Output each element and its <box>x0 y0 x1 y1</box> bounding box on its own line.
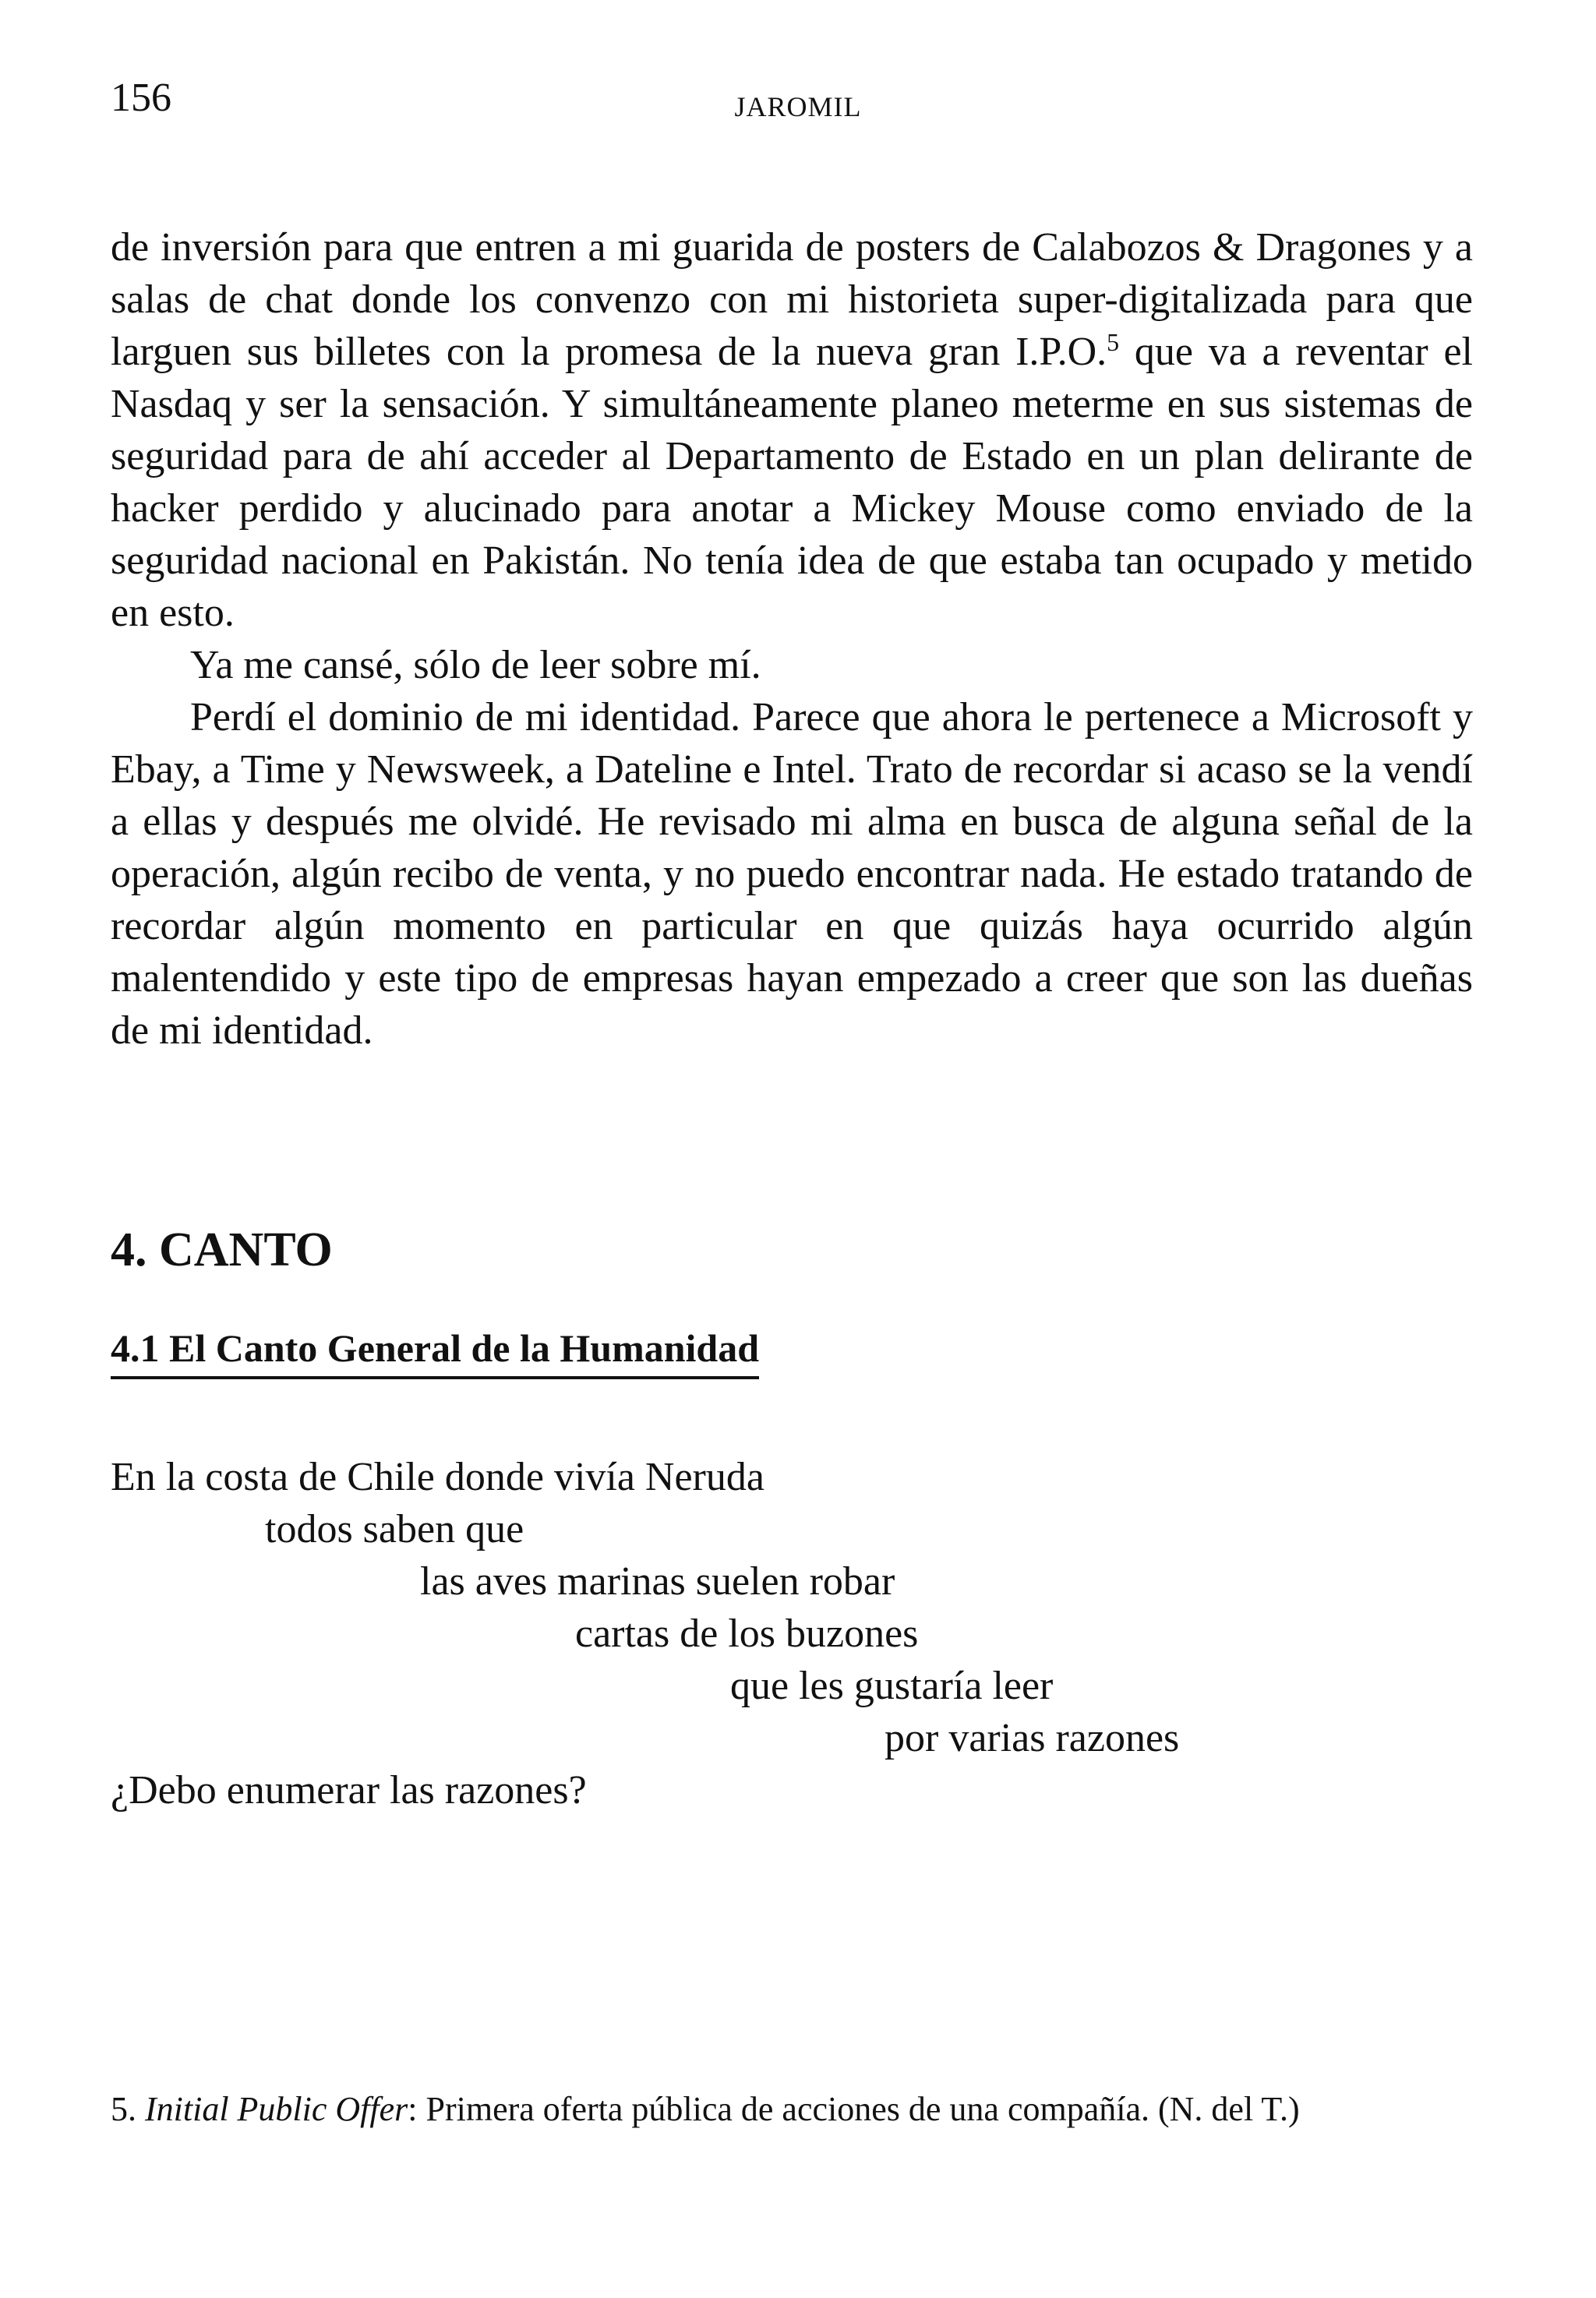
footnote-text: : Primera oferta pública de acciones de una compañía. (N. del T.) <box>408 2090 1300 2128</box>
paragraph-1-text-a: de inversión para que entren a mi guarida de posters de Calabozos & Dragones y a salas de chat donde los convenzo con mi historieta super-digitalizada para que larguen sus billetes con la promesa de la nueva gran I.P.O. <box>111 225 1473 374</box>
poem-line: por varias razones <box>885 1716 1180 1760</box>
footnote <box>111 2087 1473 2132</box>
footnote-number: 5. <box>111 2090 136 2128</box>
poem-line: todos saben que <box>265 1507 524 1551</box>
poem-line: En la costa de Chile donde vivía Neruda <box>111 1455 764 1499</box>
footnote-reference: 5 <box>1107 328 1120 356</box>
paragraph-2: Ya me cansé, sólo de leer sobre mí. <box>190 643 761 687</box>
paragraph-3: Perdí el dominio de mi identidad. Parece que ahora le pertenece a Microsoft y Ebay, a Time y Newsweek, a Dateline e Intel. Trato de recordar si acaso se la vendí a ellas y después me olvidé. He revisado mi alma en busca de alguna señal de la operación, algún recibo de venta, y no puedo encontrar nada. He estado tratando de recordar algún momento en particular en que quizás haya ocurrido algún malentendido y este tipo de empresas hayan empezado a creer que son las dueñas de mi identidad. <box>111 695 1473 1053</box>
poem <box>111 1451 1473 1816</box>
page-number: 156 <box>111 76 171 120</box>
paragraph-1 <box>111 221 1473 639</box>
running-head: JAROMIL <box>734 91 862 122</box>
poem-line: ¿Debo enumerar las razones? <box>111 1768 587 1813</box>
subsection-title: 4.1 El Canto General de la Humanidad <box>111 1325 759 1379</box>
poem-line: cartas de los buzones <box>575 1611 919 1656</box>
poem-line: las aves marinas suelen robar <box>420 1559 895 1604</box>
body-text <box>111 221 1473 1057</box>
poem-line: que les gustaría leer <box>730 1664 1054 1708</box>
section-title: 4. CANTO <box>111 1223 333 1276</box>
footnote-term: Initial Public Offer <box>145 2090 408 2128</box>
paragraph-1-text-b: que va a reventar el Nasdaq y ser la sensación. Y simultáneamente planeo meterme en sus sistemas de seguridad para de ahí acceder al Departamento de Estado en un plan delirante de hacker perdido y alucinado para anotar a Mickey Mouse como enviado de la seguridad nacional en Pakistán. No tenía idea de que estaba tan ocupado y metido en esto. <box>111 330 1473 635</box>
